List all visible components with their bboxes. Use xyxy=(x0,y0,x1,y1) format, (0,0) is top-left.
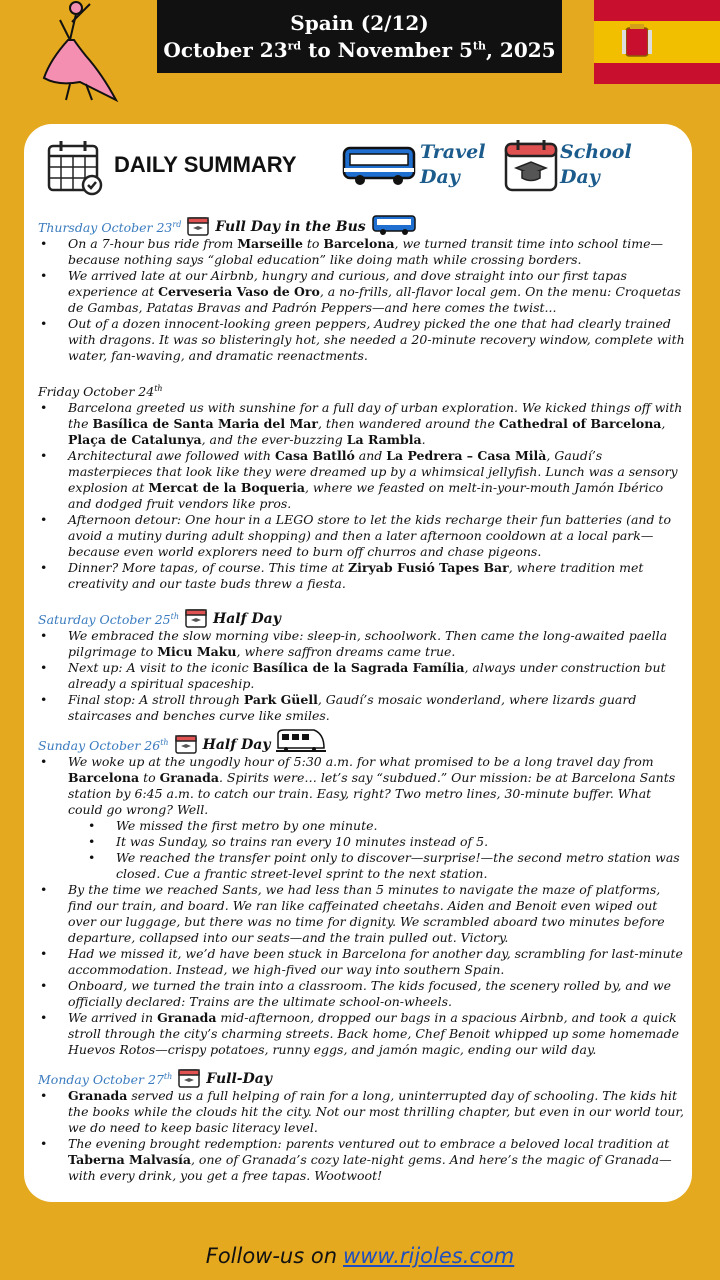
day-entry xyxy=(38,214,688,364)
summary-title: DAILY SUMMARY xyxy=(114,152,297,177)
list-item: • On a 7-hour bus ride from Marseille to Barcelona, we turned transit time into school time—because nothing says “global education” like doing math while crossing borders. xyxy=(68,236,688,268)
spain-flag-icon xyxy=(594,0,720,84)
day-items xyxy=(38,400,688,592)
list-item: • Dinner? More tapas, of course. This time at Ziryab Fusió Tapes Bar, where tradition met creativity and our taste buds threw a fiesta. xyxy=(68,560,688,592)
day-header xyxy=(38,606,688,628)
list-item: • Afternoon detour: One hour in a LEGO store to let the kids recharge their fun batteries (and to avoid a mutiny during adult shopping) and then a later afternoon cooldown at a local park—because even world explorers need to burn off churros and chase pigeons. xyxy=(68,512,688,560)
day-header xyxy=(38,378,688,400)
list-item: • We arrived in Granada mid-afternoon, dropped our bags in a spacious Airbnb, and took a quick stroll through the city’s charming streets. Back home, Chef Benoit whipped up some homemade Huevos Rotos—crispy potatoes, runny eggs, and jamón magic, ending our wild day. xyxy=(68,1010,688,1058)
list-item: • Onboard, we turned the train into a classroom. The kids focused, the scenery rolled by, and we officially declared: Trains are the ultimate school-on-wheels. xyxy=(68,978,688,1010)
day-items xyxy=(38,236,688,364)
flamenco-dancer-icon xyxy=(30,0,126,104)
school-day-icon xyxy=(185,608,207,628)
day-name: Thursday October 23rd xyxy=(38,219,182,235)
list-item: • By the time we reached Sants, we had less than 5 minutes to navigate the maze of platforms, find our train, and board. We ran like caffeinated cheetahs. Aiden and Benoit even wiped out over our luggage, but there was no time for dignity. We scrambled aboard two minutes before departure, collapsed into our seats—and the train pulled out. Victory. xyxy=(68,882,688,946)
day-entry xyxy=(38,378,688,592)
school-day-icon xyxy=(175,734,197,754)
list-item: • Architectural awe followed with Casa Batlló and La Pedrera – Casa Milà, Gaudí’s masterpieces that look like they were dreamed up by a whimsical jellyfish. Lunch was a sensory explosion at Mercat de la Boqueria, where we feasted on melt-in-your-mouth Jamón Ibérico and dodged fruit vendors like pros. xyxy=(68,448,688,512)
travel-day-bus-icon xyxy=(372,214,416,236)
legend-school-day: School Day xyxy=(560,141,632,188)
legend-travel-day: Travel Day xyxy=(420,141,486,188)
daily-summary-card xyxy=(24,124,692,1202)
day-header xyxy=(38,1066,688,1088)
day-name: Monday October 27th xyxy=(38,1071,173,1087)
day-items xyxy=(38,628,688,724)
list-item: • Barcelona greeted us with sunshine for a full day of urban exploration. We kicked things off with the Basílica de Santa Maria del Mar, then wandered around the Cathedral of Barcelona, Plaça de Catalunya, and the ever-buzzing La Rambla. xyxy=(68,400,688,448)
day-items xyxy=(38,754,688,1058)
list-item: • We woke up at the ungodly hour of 5:30 a.m. for what promised to be a long travel day from Barcelona to Granada. Spirits were… let’s say “subdued.” Our mission: be at Barcelona Sants station by 6:45 a.m. to catch our train. Easy, right? Two metro lines, 30-minute buffer. What could go wrong? Well. • We missed the first metro by one minute. • It was Sunday, so trains ran every 10 minutes instead of 5. • We reached the transfer point only to discover—surprise!—the second metro station was closed. Cue a frantic street-level sprint to the next station. xyxy=(68,754,688,882)
list-item: • The evening brought redemption: parents ventured out to embrace a beloved local tradition at Taberna Malvasía, one of Granada’s cozy late-night gems. And here’s the magic of Granada—with every drink, you get a free tapas. Wootwoot! xyxy=(68,1136,688,1184)
page-title-box xyxy=(157,0,562,73)
list-item: • Next up: A visit to the iconic Basílica de la Sagrada Família, always under construction but already a spiritual spaceship. xyxy=(68,660,688,692)
school-day-icon xyxy=(178,1068,200,1088)
day-entry xyxy=(38,732,688,1058)
sub-list-item: • We reached the transfer point only to discover—surprise!—the second metro station was closed. Cue a frantic street-level sprint to the next station. xyxy=(116,850,688,882)
day-header xyxy=(38,732,688,754)
day-name: Sunday October 26th xyxy=(38,737,169,753)
page-title: Spain (2/12) xyxy=(290,11,429,35)
date-range: October 23rd to November 5th, 2025 xyxy=(163,38,556,62)
day-name: Friday October 24th xyxy=(38,383,163,399)
footer-text: Follow-us on xyxy=(205,1244,338,1268)
bus-icon xyxy=(342,144,418,188)
day-type: Full Day in the Bus xyxy=(215,219,366,235)
list-item: • We embraced the slow morning vibe: sleep-in, schoolwork. Then came the long-awaited paella pilgrimage to Micu Maku, where saffron dreams came true. xyxy=(68,628,688,660)
day-items xyxy=(38,1088,688,1184)
calendar-check-icon xyxy=(46,138,104,196)
day-name: Saturday October 25th xyxy=(38,611,179,627)
train-icon xyxy=(276,728,326,754)
day-type: Full-Day xyxy=(206,1071,272,1087)
day-entry xyxy=(38,1066,688,1184)
school-calendar-icon xyxy=(504,138,558,192)
list-item: • Out of a dozen innocent-looking green peppers, Audrey picked the one that had clearly trained with dragons. It was so blisteringly hot, she needed a 20-minute recovery window, complete with water, fan-waving, and dramatic reenactments. xyxy=(68,316,688,364)
sub-list-item: • We missed the first metro by one minute. xyxy=(116,818,688,834)
footer xyxy=(0,1244,720,1268)
list-item: • We arrived late at our Airbnb, hungry and curious, and dove straight into our first tapas experience at Cerveseria Vaso de Oro, a no-frills, all-flavor local gem. On the menu: Croquetas de Gambas, Patatas Bravas and Padrón Peppers—and here comes the twist... xyxy=(68,268,688,316)
website-link[interactable]: www.rijoles.com xyxy=(343,1244,515,1268)
day-header xyxy=(38,214,688,236)
sub-items xyxy=(68,818,688,882)
day-type: Half Day xyxy=(202,737,271,753)
list-item: • Final stop: A stroll through Park Güell, Gaudí’s mosaic wonderland, where lizards guard staircases and benches curve like smiles. xyxy=(68,692,688,724)
list-item: • Granada served us a full helping of rain for a long, uninterrupted day of schooling. The kids hit the books while the clouds hit the city. Not our most thrilling chapter, but even in our world tour, we do need to keep basic literacy level. xyxy=(68,1088,688,1136)
summary-header xyxy=(46,136,676,196)
day-type: Half Day xyxy=(212,611,281,627)
day-entry xyxy=(38,606,688,724)
list-item: • Had we missed it, we’d have been stuck in Barcelona for another day, scrambling for last-minute accommodation. Instead, we high-fived our way into southern Spain. xyxy=(68,946,688,978)
school-day-icon xyxy=(187,216,209,236)
day-list xyxy=(38,214,688,1184)
sub-list-item: • It was Sunday, so trains ran every 10 minutes instead of 5. xyxy=(116,834,688,850)
